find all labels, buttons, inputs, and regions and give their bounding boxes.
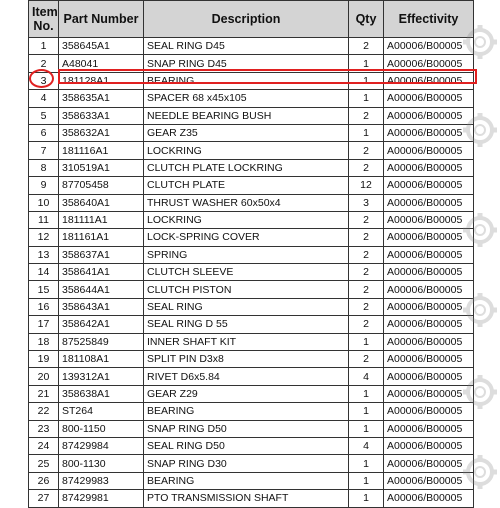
part-number-cell: 87429984 <box>59 437 144 454</box>
table-row <box>29 333 474 350</box>
table-row <box>29 142 474 159</box>
qty-cell: 1 <box>349 124 384 141</box>
item-no-cell: 26 <box>29 472 59 489</box>
description-cell: SEAL RING <box>144 298 349 315</box>
table-row <box>29 229 474 246</box>
table-row <box>29 385 474 402</box>
item-no-cell: 12 <box>29 229 59 246</box>
description-cell: SNAP RING D50 <box>144 420 349 437</box>
part-number-cell: 358645A1 <box>59 38 144 55</box>
item-no-cell: 23 <box>29 420 59 437</box>
header-description: Description <box>144 1 349 38</box>
effectivity-cell: A00006/B00005 <box>384 264 474 281</box>
description-cell: INNER SHAFT KIT <box>144 333 349 350</box>
qty-cell: 2 <box>349 351 384 368</box>
effectivity-cell: A00006/B00005 <box>384 403 474 420</box>
qty-cell: 12 <box>349 177 384 194</box>
table-row <box>29 490 474 507</box>
part-number-cell: 181128A1 <box>59 72 144 89</box>
effectivity-cell: A00006/B00005 <box>384 351 474 368</box>
description-cell: LOCK-SPRING COVER <box>144 229 349 246</box>
item-no-cell: 24 <box>29 437 59 454</box>
description-cell: THRUST WASHER 60x50x4 <box>144 194 349 211</box>
part-number-cell: 181108A1 <box>59 351 144 368</box>
qty-cell: 1 <box>349 72 384 89</box>
effectivity-cell: A00006/B00005 <box>384 385 474 402</box>
table-row <box>29 124 474 141</box>
part-number-cell: 358640A1 <box>59 194 144 211</box>
header-item-line2: No. <box>33 19 54 33</box>
effectivity-cell: A00006/B00005 <box>384 211 474 228</box>
table-row <box>29 177 474 194</box>
item-no-cell: 11 <box>29 211 59 228</box>
effectivity-cell: A00006/B00005 <box>384 229 474 246</box>
qty-cell: 2 <box>349 211 384 228</box>
description-cell: CLUTCH PLATE <box>144 177 349 194</box>
qty-cell: 2 <box>349 159 384 176</box>
part-number-cell: 181161A1 <box>59 229 144 246</box>
qty-cell: 2 <box>349 316 384 333</box>
part-number-cell: 358637A1 <box>59 246 144 263</box>
effectivity-cell: A00006/B00005 <box>384 159 474 176</box>
header-qty: Qty <box>349 1 384 38</box>
effectivity-cell: A00006/B00005 <box>384 90 474 107</box>
effectivity-cell: A00006/B00005 <box>384 194 474 211</box>
table-row <box>29 107 474 124</box>
item-no-cell: 15 <box>29 281 59 298</box>
effectivity-cell: A00006/B00005 <box>384 420 474 437</box>
item-no-cell: 8 <box>29 159 59 176</box>
qty-cell: 1 <box>349 333 384 350</box>
description-cell: SPRING <box>144 246 349 263</box>
table-row <box>29 38 474 55</box>
effectivity-cell: A00006/B00005 <box>384 490 474 507</box>
description-cell: LOCKRING <box>144 211 349 228</box>
description-cell: NEEDLE BEARING BUSH <box>144 107 349 124</box>
description-cell: SEAL RING D 55 <box>144 316 349 333</box>
part-number-cell: 181111A1 <box>59 211 144 228</box>
description-cell: GEAR Z29 <box>144 385 349 402</box>
qty-cell: 2 <box>349 281 384 298</box>
effectivity-cell: A00006/B00005 <box>384 177 474 194</box>
description-cell: SEAL RING D50 <box>144 437 349 454</box>
table-row <box>29 368 474 385</box>
description-cell: SNAP RING D45 <box>144 55 349 72</box>
qty-cell: 1 <box>349 403 384 420</box>
item-no-cell: 2 <box>29 55 59 72</box>
qty-cell: 1 <box>349 90 384 107</box>
header-effectivity: Effectivity <box>384 1 474 38</box>
part-number-cell: 87525849 <box>59 333 144 350</box>
table-row <box>29 316 474 333</box>
item-no-cell: 14 <box>29 264 59 281</box>
part-number-cell: 358642A1 <box>59 316 144 333</box>
effectivity-cell: A00006/B00005 <box>384 437 474 454</box>
qty-cell: 1 <box>349 55 384 72</box>
parts-table-body <box>29 38 474 508</box>
qty-cell: 1 <box>349 455 384 472</box>
description-cell: CLUTCH PISTON <box>144 281 349 298</box>
table-row <box>29 90 474 107</box>
effectivity-cell: A00006/B00005 <box>384 368 474 385</box>
description-cell: SPACER 68 x45x105 <box>144 90 349 107</box>
table-row <box>29 298 474 315</box>
part-number-cell: 87429983 <box>59 472 144 489</box>
effectivity-cell: A00006/B00005 <box>384 246 474 263</box>
item-no-cell: 22 <box>29 403 59 420</box>
table-row <box>29 420 474 437</box>
item-no-cell: 21 <box>29 385 59 402</box>
effectivity-cell: A00006/B00005 <box>384 107 474 124</box>
header-row <box>29 1 474 38</box>
description-cell: BEARING <box>144 72 349 89</box>
effectivity-cell: A00006/B00005 <box>384 38 474 55</box>
header-item-no <box>29 1 59 38</box>
item-no-cell: 19 <box>29 351 59 368</box>
part-number-cell: 358644A1 <box>59 281 144 298</box>
item-no-cell: 16 <box>29 298 59 315</box>
table-row <box>29 194 474 211</box>
effectivity-cell: A00006/B00005 <box>384 142 474 159</box>
description-cell: SEAL RING D45 <box>144 38 349 55</box>
table-row <box>29 72 474 89</box>
part-number-cell: 87429981 <box>59 490 144 507</box>
item-no-cell: 10 <box>29 194 59 211</box>
qty-cell: 2 <box>349 264 384 281</box>
part-number-cell: 310519A1 <box>59 159 144 176</box>
part-number-cell: 358635A1 <box>59 90 144 107</box>
description-cell: BEARING <box>144 403 349 420</box>
description-cell: RIVET D6x5.84 <box>144 368 349 385</box>
effectivity-cell: A00006/B00005 <box>384 281 474 298</box>
effectivity-cell: A00006/B00005 <box>384 455 474 472</box>
table-row <box>29 403 474 420</box>
header-item-line1: Item <box>32 5 58 19</box>
part-number-cell: 358643A1 <box>59 298 144 315</box>
qty-cell: 1 <box>349 385 384 402</box>
description-cell: SPLIT PIN D3x8 <box>144 351 349 368</box>
part-number-cell: 358641A1 <box>59 264 144 281</box>
part-number-cell: 181116A1 <box>59 142 144 159</box>
qty-cell: 2 <box>349 229 384 246</box>
qty-cell: 3 <box>349 194 384 211</box>
effectivity-cell: A00006/B00005 <box>384 124 474 141</box>
qty-cell: 2 <box>349 38 384 55</box>
effectivity-cell: A00006/B00005 <box>384 55 474 72</box>
description-cell: SNAP RING D30 <box>144 455 349 472</box>
part-number-cell: 87705458 <box>59 177 144 194</box>
qty-cell: 4 <box>349 368 384 385</box>
item-no-cell: 9 <box>29 177 59 194</box>
part-number-cell: 358632A1 <box>59 124 144 141</box>
item-no-cell: 27 <box>29 490 59 507</box>
effectivity-cell: A00006/B00005 <box>384 298 474 315</box>
effectivity-cell: A00006/B00005 <box>384 472 474 489</box>
qty-cell: 2 <box>349 107 384 124</box>
table-row <box>29 264 474 281</box>
table-row <box>29 55 474 72</box>
qty-cell: 1 <box>349 420 384 437</box>
effectivity-cell: A00006/B00005 <box>384 333 474 350</box>
parts-table-header <box>29 1 474 38</box>
item-no-cell: 1 <box>29 38 59 55</box>
header-part-number: Part Number <box>59 1 144 38</box>
part-number-cell: 358638A1 <box>59 385 144 402</box>
qty-cell: 2 <box>349 142 384 159</box>
part-number-cell: ST264 <box>59 403 144 420</box>
table-row <box>29 351 474 368</box>
description-cell: PTO TRANSMISSION SHAFT <box>144 490 349 507</box>
table-row <box>29 455 474 472</box>
item-no-cell: 6 <box>29 124 59 141</box>
item-no-cell: 25 <box>29 455 59 472</box>
part-number-cell: 139312A1 <box>59 368 144 385</box>
table-row <box>29 246 474 263</box>
table-row <box>29 159 474 176</box>
parts-table <box>28 0 474 508</box>
item-no-cell: 13 <box>29 246 59 263</box>
table-row <box>29 437 474 454</box>
part-number-cell: 800-1130 <box>59 455 144 472</box>
part-number-cell: A48041 <box>59 55 144 72</box>
item-no-cell: 3 <box>29 72 59 89</box>
description-cell: LOCKRING <box>144 142 349 159</box>
item-no-cell: 18 <box>29 333 59 350</box>
item-no-cell: 5 <box>29 107 59 124</box>
description-cell: CLUTCH PLATE LOCKRING <box>144 159 349 176</box>
description-cell: CLUTCH SLEEVE <box>144 264 349 281</box>
description-cell: BEARING <box>144 472 349 489</box>
item-no-cell: 7 <box>29 142 59 159</box>
qty-cell: 2 <box>349 298 384 315</box>
item-no-cell: 17 <box>29 316 59 333</box>
item-no-cell: 20 <box>29 368 59 385</box>
effectivity-cell: A00006/B00005 <box>384 72 474 89</box>
part-number-cell: 358633A1 <box>59 107 144 124</box>
table-row <box>29 211 474 228</box>
effectivity-cell: A00006/B00005 <box>384 316 474 333</box>
qty-cell: 1 <box>349 472 384 489</box>
part-number-cell: 800-1150 <box>59 420 144 437</box>
qty-cell: 4 <box>349 437 384 454</box>
table-row <box>29 281 474 298</box>
item-no-cell: 4 <box>29 90 59 107</box>
table-row <box>29 472 474 489</box>
qty-cell: 1 <box>349 490 384 507</box>
description-cell: GEAR Z35 <box>144 124 349 141</box>
qty-cell: 2 <box>349 246 384 263</box>
